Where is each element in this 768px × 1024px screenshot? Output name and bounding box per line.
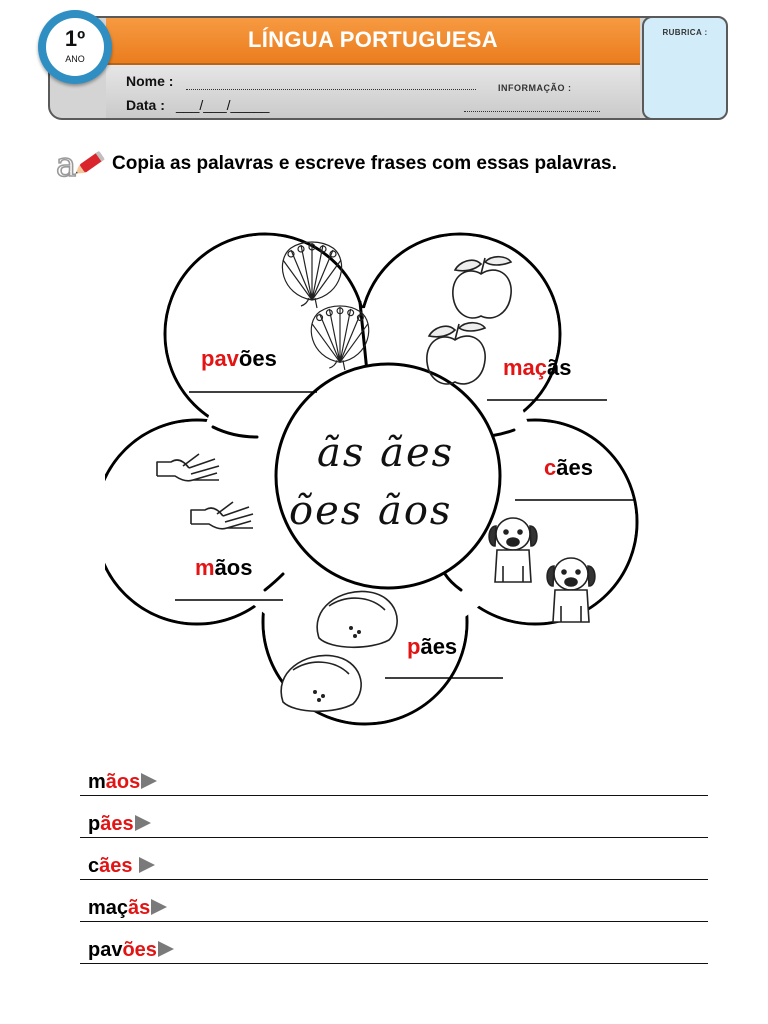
play-arrow-icon	[139, 857, 155, 873]
bread-icon	[311, 588, 403, 650]
center-endings-line2: ões ãos	[289, 488, 453, 534]
copy-line[interactable]	[80, 768, 708, 796]
date-field[interactable]: ___/___/_____	[176, 97, 270, 113]
rubrica-box[interactable]	[642, 16, 728, 120]
dog-icon	[543, 552, 599, 628]
rubrica-label: RUBRICA :	[662, 28, 708, 37]
copy-line[interactable]	[80, 894, 708, 922]
peacock-icon	[299, 304, 381, 372]
hand-icon	[153, 446, 225, 490]
name-field[interactable]	[186, 89, 476, 90]
instruction-text: Copia as palavras e escreve frases com essas palavras.	[112, 153, 617, 174]
petal-word-macas: maçãs	[503, 355, 572, 380]
grade-label: ANO	[65, 54, 85, 64]
petal-word-caes: cães	[544, 455, 593, 480]
center-endings-line1: ãs ães	[317, 430, 455, 476]
copy-word: mãos	[88, 771, 157, 794]
grade-number: 1º	[64, 26, 86, 51]
copy-line[interactable]	[80, 810, 708, 838]
petal-word-maos: mãos	[195, 555, 253, 580]
grade-badge	[38, 10, 112, 84]
peacock-icon	[271, 240, 353, 310]
info-field[interactable]	[464, 111, 600, 112]
apple-icon	[415, 318, 489, 388]
dog-icon	[485, 512, 541, 588]
hand-icon	[187, 494, 259, 538]
copy-word: pães	[88, 813, 151, 836]
title-banner	[106, 18, 640, 65]
play-arrow-icon	[141, 773, 157, 789]
header-card	[48, 16, 728, 120]
bread-icon	[275, 650, 367, 716]
play-arrow-icon	[135, 815, 151, 831]
copy-line[interactable]	[80, 852, 708, 880]
copy-word: pavões	[88, 939, 174, 962]
student-info-area	[106, 65, 640, 120]
pencil-letter-icon	[56, 142, 108, 182]
play-arrow-icon	[158, 941, 174, 957]
svg-text:a: a	[56, 145, 77, 182]
center-circle	[276, 364, 500, 588]
info-label: INFORMAÇÃO :	[498, 83, 572, 93]
word-flower	[105, 222, 665, 742]
petal-word-paes: pães	[407, 634, 458, 659]
subject-title: LÍNGUA PORTUGUESA	[248, 27, 498, 52]
name-label: Nome :	[126, 73, 174, 89]
copy-line[interactable]	[80, 936, 708, 964]
play-arrow-icon	[151, 899, 167, 915]
copy-word: maçãs	[88, 897, 167, 920]
apple-icon	[441, 252, 515, 322]
date-label: Data :	[126, 97, 165, 113]
copy-word: cães	[88, 855, 155, 878]
petal-word-pavoes: pavões	[201, 346, 277, 371]
